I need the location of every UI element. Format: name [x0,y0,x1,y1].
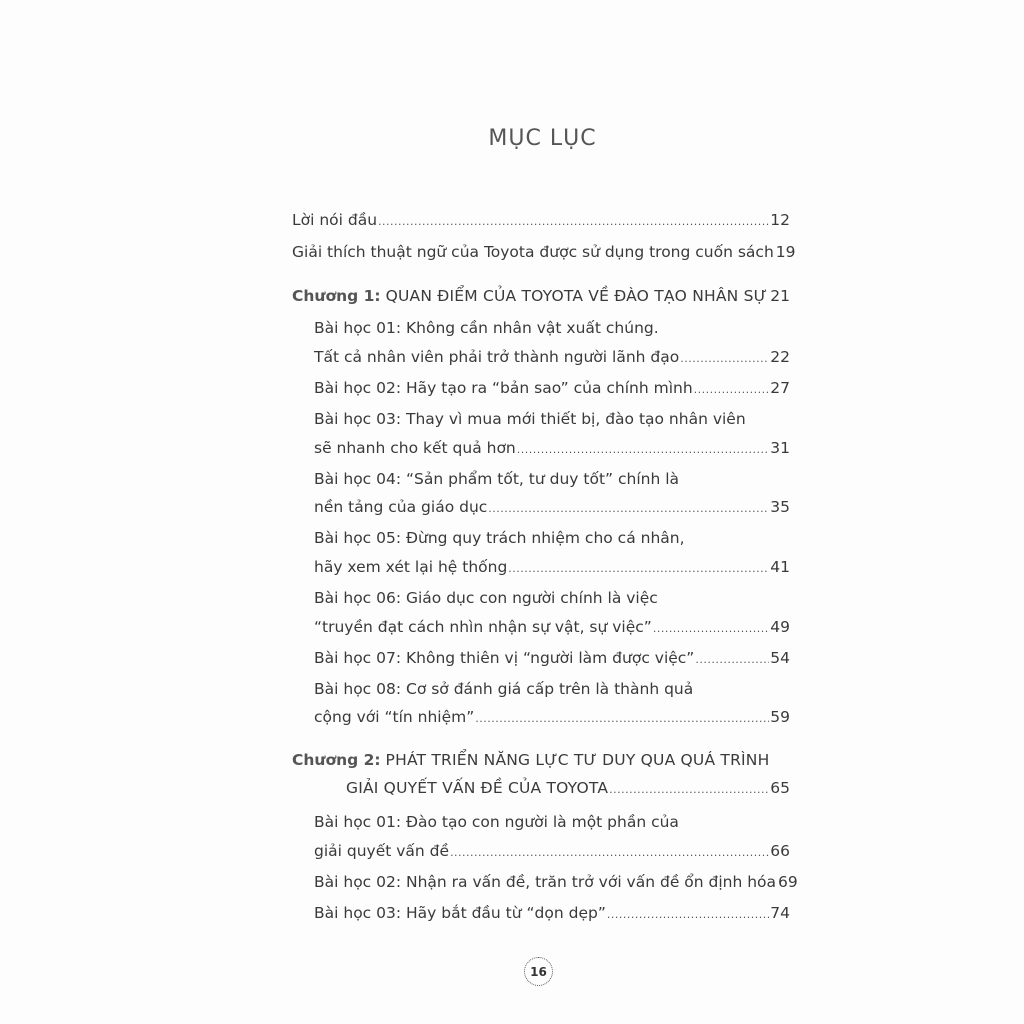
toc-lesson-entry[interactable] [314,648,790,670]
toc-entry-text: Bài học 07: Không thiên vị “người làm được việc” [314,649,695,667]
toc-lesson-line[interactable]: Bài học 06: Giáo dục con người chính là việc [314,589,658,607]
toc-chapter-2-heading[interactable] [292,750,769,770]
toc-entry-text: “truyền đạt cách nhìn nhận sự vật, sự việc” [314,618,652,636]
toc-lesson-line[interactable]: Bài học 01: Không cần nhân vật xuất chúng. [314,319,659,337]
toc-entry-text: Giải thích thuật ngữ của Toyota được sử dụng trong cuốn sách [292,243,774,261]
toc-page-number: 21 [770,287,790,305]
dot-leader [475,709,769,729]
toc-chapter-1[interactable] [292,286,790,308]
toc-entry-text: giải quyết vấn đề [314,842,450,860]
toc-page-number: 27 [770,379,790,397]
toc-lesson-entry[interactable] [314,378,790,400]
page-title: MỤC LỤC [488,126,597,151]
dot-leader [768,288,769,308]
toc-lesson-entry[interactable] [314,841,790,863]
toc-page-number: 35 [770,498,790,516]
dot-leader [694,380,770,400]
page-number-badge: 16 [524,957,553,986]
toc-page-number: 54 [770,649,790,667]
chapter-title-continued: GIẢI QUYẾT VẤN ĐỀ CỦA TOYOTA [346,779,609,797]
toc-page-number: 22 [770,348,790,366]
toc-entry-text: Bài học 02: Nhận ra vấn đề, trăn trở với vấn đề ổn định hóa [314,873,777,891]
toc-page-number: 19 [775,243,796,261]
toc-lesson-entry[interactable] [314,438,790,460]
dot-leader [607,905,769,925]
chapter-title: PHÁT TRIỂN NĂNG LỰC TƯ DUY QUA QUÁ TRÌNH [385,751,770,769]
toc-page-number: 74 [770,904,790,922]
toc-entry-text: sẽ nhanh cho kết quả hơn [314,439,516,457]
toc-lesson-entry[interactable] [314,903,790,925]
toc-chapter-2[interactable] [346,778,790,800]
toc-page-number: 69 [778,873,798,891]
toc-lesson-line[interactable]: Bài học 05: Đừng quy trách nhiệm cho cá nhân, [314,529,685,547]
toc-entry-glossary[interactable] [292,242,796,264]
dot-leader [488,499,769,519]
toc-entry-text: Lời nói đầu [292,211,378,229]
toc-page-number: 31 [770,439,790,457]
dot-leader [695,650,769,670]
dot-leader [450,843,769,863]
chapter-label: Chương 2: [292,751,381,769]
toc-entry-text: cộng với “tín nhiệm” [314,708,475,726]
toc-entry-text: nền tảng của giáo dục [314,498,488,516]
toc-page-number: 59 [770,708,790,726]
toc-lesson-line[interactable]: Bài học 03: Thay vì mua mới thiết bị, đào tạo nhân viên [314,410,746,428]
toc-entry-preface[interactable] [292,210,790,232]
dot-leader [653,619,769,639]
toc-lesson-entry[interactable] [314,347,790,369]
toc-page-number: 66 [770,842,790,860]
toc-entry-text: Bài học 02: Hãy tạo ra “bản sao” của chính mình [314,379,693,397]
toc-page-number: 65 [770,779,790,797]
dot-leader [680,349,769,369]
toc-lesson-entry[interactable] [314,617,790,639]
toc-lesson-line[interactable]: Bài học 04: “Sản phẩm tốt, tư duy tốt” chính là [314,470,680,488]
toc-lesson-entry[interactable] [314,557,790,579]
dot-leader [508,559,769,579]
toc-lesson-entry[interactable] [314,707,790,729]
dot-leader [609,780,769,800]
toc-lesson-entry[interactable] [314,872,798,894]
toc-page-number: 12 [770,211,790,229]
toc-entry-text: Tất cả nhân viên phải trở thành người lãnh đạo [314,348,680,366]
toc-lesson-line[interactable]: Bài học 01: Đào tạo con người là một phần của [314,813,679,831]
toc-entry-text: hãy xem xét lại hệ thống [314,558,508,576]
toc-lesson-line[interactable]: Bài học 08: Cơ sở đánh giá cấp trên là thành quả [314,680,694,698]
toc-entry-text: Bài học 03: Hãy bắt đầu từ “dọn dẹp” [314,904,606,922]
toc-page-number: 49 [770,618,790,636]
chapter-label: Chương 1: [292,287,381,305]
chapter-title: QUAN ĐIỂM CỦA TOYOTA VỀ ĐÀO TẠO NHÂN SỰ [385,287,768,305]
toc-lesson-entry[interactable] [314,497,790,519]
dot-leader [517,440,770,460]
dot-leader [378,212,769,232]
toc-page-number: 41 [770,558,790,576]
